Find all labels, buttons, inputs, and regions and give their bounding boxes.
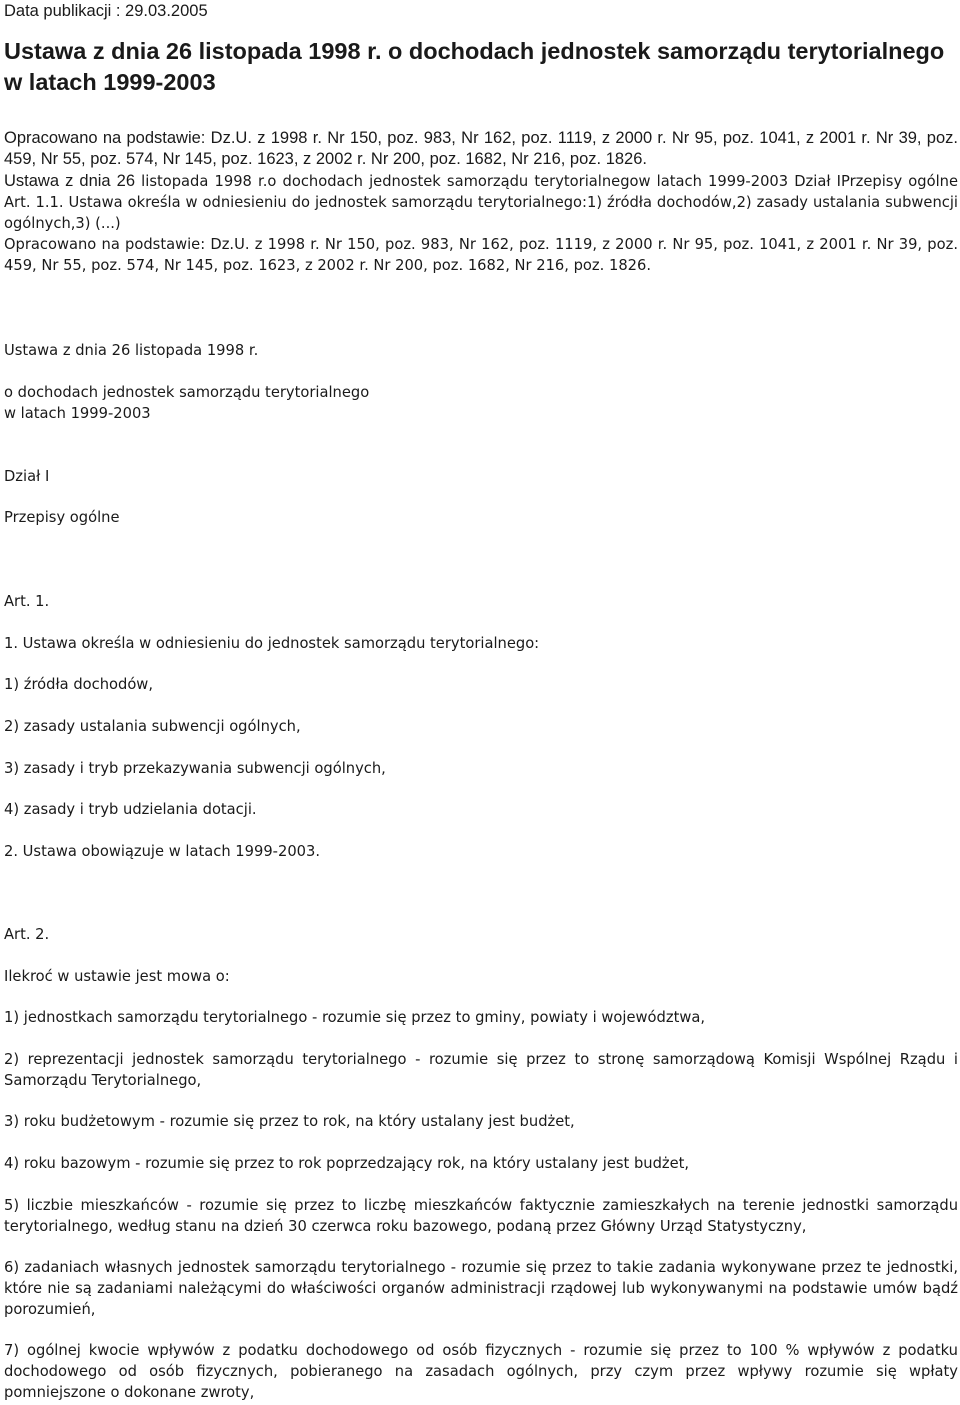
art1-paragraph-1: 1. Ustawa określa w odniesieniu do jednostek samorządu terytorialnego: <box>4 635 540 652</box>
summary-snippet <box>4 171 958 234</box>
publication-date: Data publikacji : 29.03.2005 <box>4 2 208 20</box>
summary-text: listopada 1998 r.o dochodach jednostek samorządu terytorialnegow latach 1999-2003 Dział IPrzepisy ogólne Art. 1.1. Ustawa określa w odniesieniu do jednostek samorządu terytorialnego:1) źródła dochodów,2) zasady ustalania subwencji ogólnych,3) (...) <box>4 173 959 232</box>
art2-definition: 2) reprezentacji jednostek samorządu terytorialnego - rozumie się przez to stronę samorządową Komisji Wspólnej Rządu i Samorządu Terytorialnego, <box>4 1051 958 1089</box>
source-reference-repeat: Opracowano na podstawie: Dz.U. z 1998 r. Nr 150, poz. 983, Nr 162, poz. 1119, z 2000 r. Nr 95, poz. 1041, z 2001 r. Nr 39, poz. 459, Nr 55, poz. 574, Nr 145, poz. 1623, z 2002 r. Nr 200, poz. 1682, Nr 216, poz. 1826. <box>4 236 958 274</box>
document-title: Ustawa z dnia 26 listopada 1998 r. o dochodach jednostek samorządu terytorialnego w latach 1999-2003 <box>4 38 945 95</box>
art2-definition: 6) zadaniach własnych jednostek samorządu terytorialnego - rozumie się przez to takie zadania wykonywane przez te jednostki, które nie są zadaniami należącymi do właściwości organów administracji rządowej lub wykonywanymi na podstawie umów bądź porozumień, <box>4 1259 958 1318</box>
section-title: Przepisy ogólne <box>4 509 120 526</box>
art1-item: 4) zasady i tryb udzielania dotacji. <box>4 801 257 818</box>
art2-definition: 4) roku bazowym - rozumie się przez to rok poprzedzający rok, na który ustalany jest budżet, <box>4 1155 690 1172</box>
art1-paragraph-2: 2. Ustawa obowiązuje w latach 1999-2003. <box>4 843 321 860</box>
art1-item: 1) źródła dochodów, <box>4 676 153 693</box>
summary-lead: Ustawa z dnia 26 <box>4 172 136 190</box>
art2-heading: Art. 2. <box>4 926 50 943</box>
act-subject-line-1: o dochodach jednostek samorządu terytorialnego <box>4 384 370 401</box>
art1-item: 3) zasady i tryb przekazywania subwencji ogólnych, <box>4 760 386 777</box>
art2-definition: 1) jednostkach samorządu terytorialnego - rozumie się przez to gminy, powiaty i województwa, <box>4 1009 706 1026</box>
act-date: Ustawa z dnia 26 listopada 1998 r. <box>4 342 259 359</box>
art1-heading: Art. 1. <box>4 593 50 610</box>
source-reference: Opracowano na podstawie: Dz.U. z 1998 r. Nr 150, poz. 983, Nr 162, poz. 1119, z 2000 r. Nr 95, poz. 1041, z 2001 r. Nr 39, poz. 459, Nr 55, poz. 574, Nr 145, poz. 1623, z 2002 r. Nr 200, poz. 1682, Nr 216, poz. 1826. <box>4 129 958 168</box>
art2-intro: Ilekroć w ustawie jest mowa o: <box>4 968 230 985</box>
art2-definition: 7) ogólnej kwocie wpływów z podatku dochodowego od osób fizycznych - rozumie się przez to 100 % wpływów z podatku dochodowego od osób fizycznych, pobieranego na zasadach ogólnych, przy czym przez wpływy rozumie się wpłaty pomniejszone o dokonane zwroty, <box>4 1342 958 1401</box>
section-label: Dział I <box>4 468 50 485</box>
art2-definition: 3) roku budżetowym - rozumie się przez to rok, na który ustalany jest budżet, <box>4 1113 575 1130</box>
art1-item: 2) zasady ustalania subwencji ogólnych, <box>4 718 301 735</box>
art2-definition: 5) liczbie mieszkańców - rozumie się przez to liczbę mieszkańców faktycznie zamieszkałych na terenie jednostki samorządu terytorialnego, według stanu na dzień 30 czerwca roku bazowego, podaną przez Główny Urząd Statystyczny, <box>4 1197 958 1235</box>
act-subject-line-2: w latach 1999-2003 <box>4 405 151 422</box>
